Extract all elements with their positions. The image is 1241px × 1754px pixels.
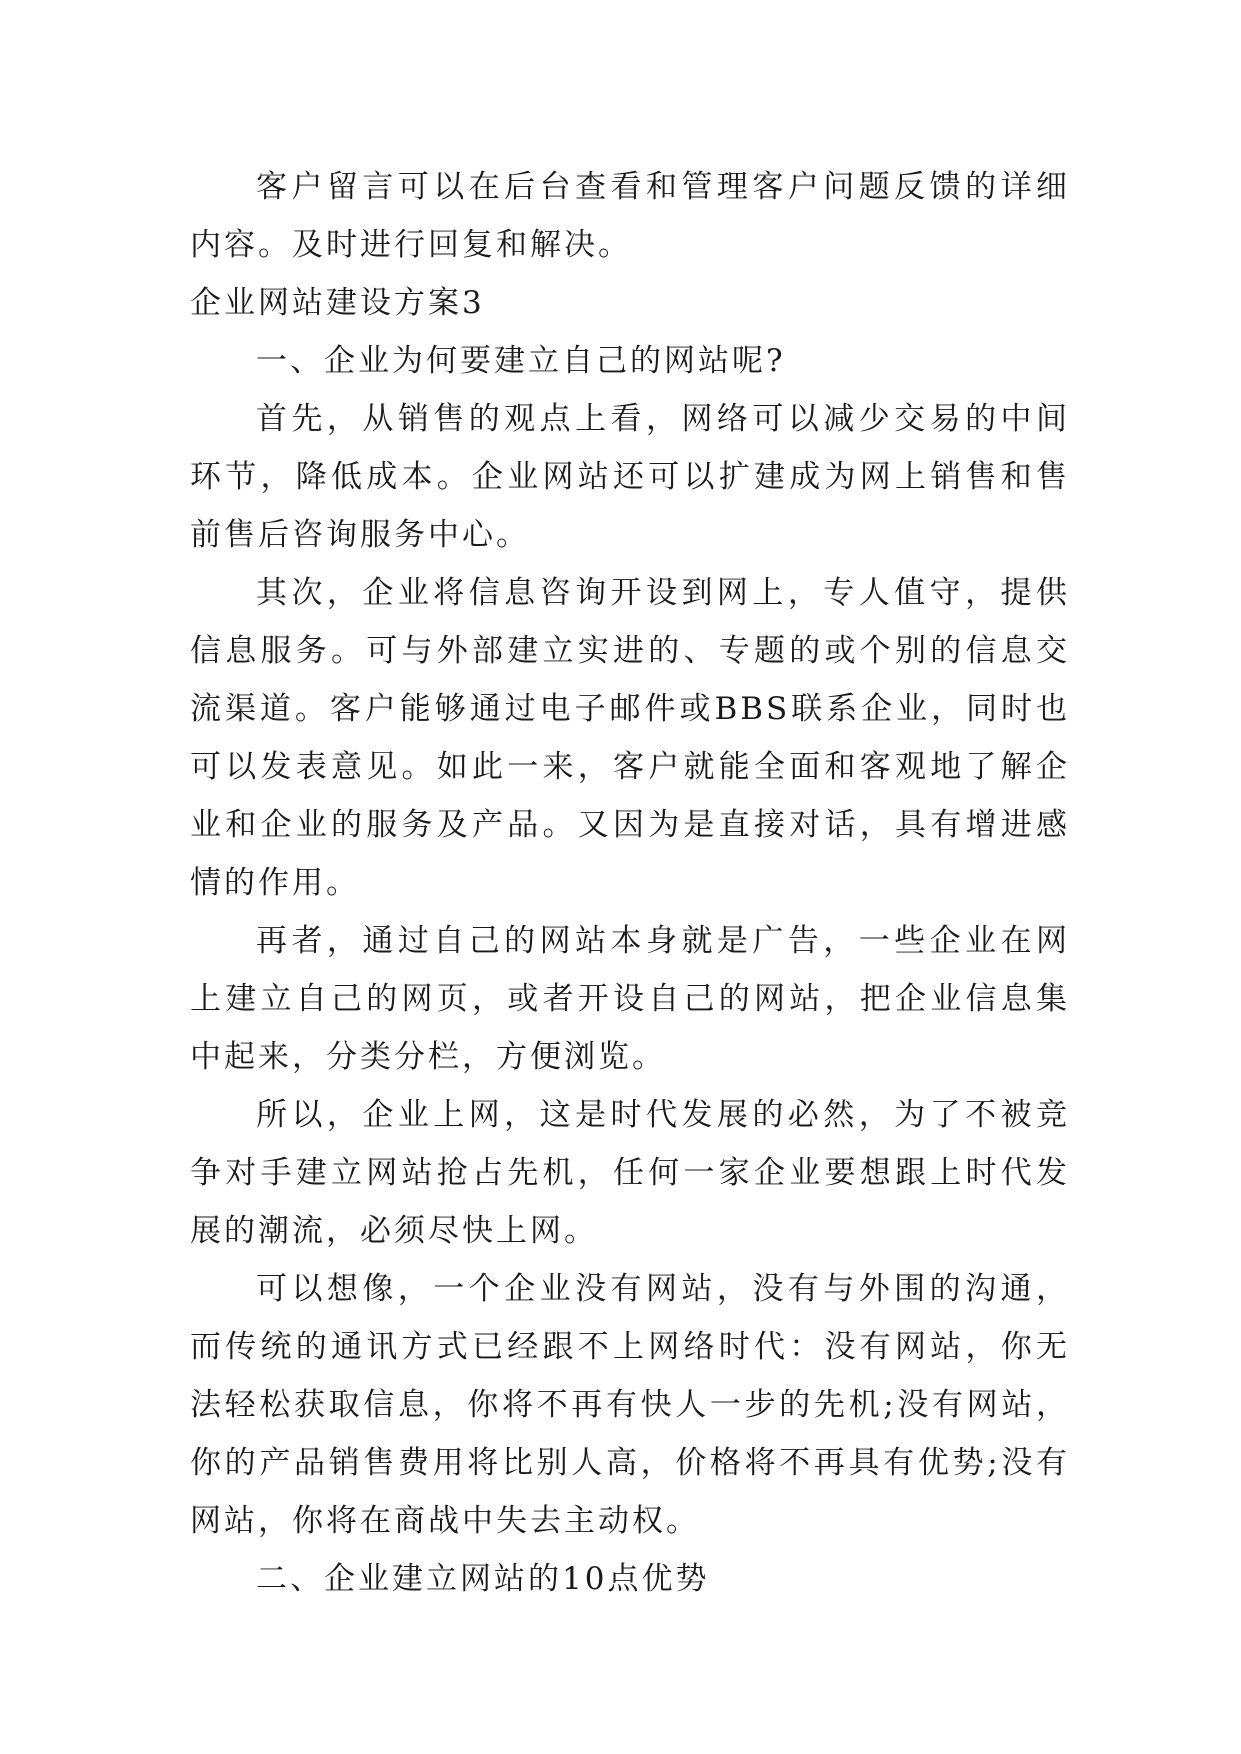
paragraph-therefore: 所以，企业上网，这是时代发展的必然，为了不被竞争对手建立网站抢占先机，任何一家企业要想跟上时代发展的潮流，必须尽快上网。 <box>190 1097 1070 1249</box>
document-body <box>190 158 1070 1608</box>
paragraph-second: 其次，企业将信息咨询开设到网上，专人值守，提供信息服务。可与外部建立实进的、专题的或个别的信息交流渠道。客户能够通过电子邮件或BBS联系企业，同时也可以发表意见。如此一来，客户就能全面和客观地了解企业和企业的服务及产品。又因为是直接对话，具有增进感情的作用。 <box>190 575 1070 901</box>
paragraph-customer-messages: 客户留言可以在后台查看和管理客户问题反馈的详细内容。及时进行回复和解决。 <box>190 169 1070 263</box>
paragraph-imagine: 可以想像，一个企业没有网站，没有与外围的沟通，而传统的通讯方式已经跟不上网络时代：没有网站，你无法轻松获取信息，你将不再有快人一步的先机;没有网站，你的产品销售费用将比别人高，价格将不再具有优势;没有网站，你将在商战中失去主动权。 <box>190 1271 1070 1539</box>
paragraph-third: 再者，通过自己的网站本身就是广告，一些企业在网上建立自己的网页，或者开设自己的网站，把企业信息集中起来，分类分栏，方便浏览。 <box>190 923 1070 1075</box>
subheading-ten-advantages: 二、企业建立网站的10点优势 <box>256 1561 710 1597</box>
subheading-why-build-website: 一、企业为何要建立自己的网站呢? <box>256 343 786 379</box>
paragraph-first: 首先，从销售的观点上看，网络可以减少交易的中间环节，降低成本。企业网站还可以扩建成为网上销售和售前售后咨询服务中心。 <box>190 401 1070 553</box>
section-title: 企业网站建设方案3 <box>190 285 485 321</box>
